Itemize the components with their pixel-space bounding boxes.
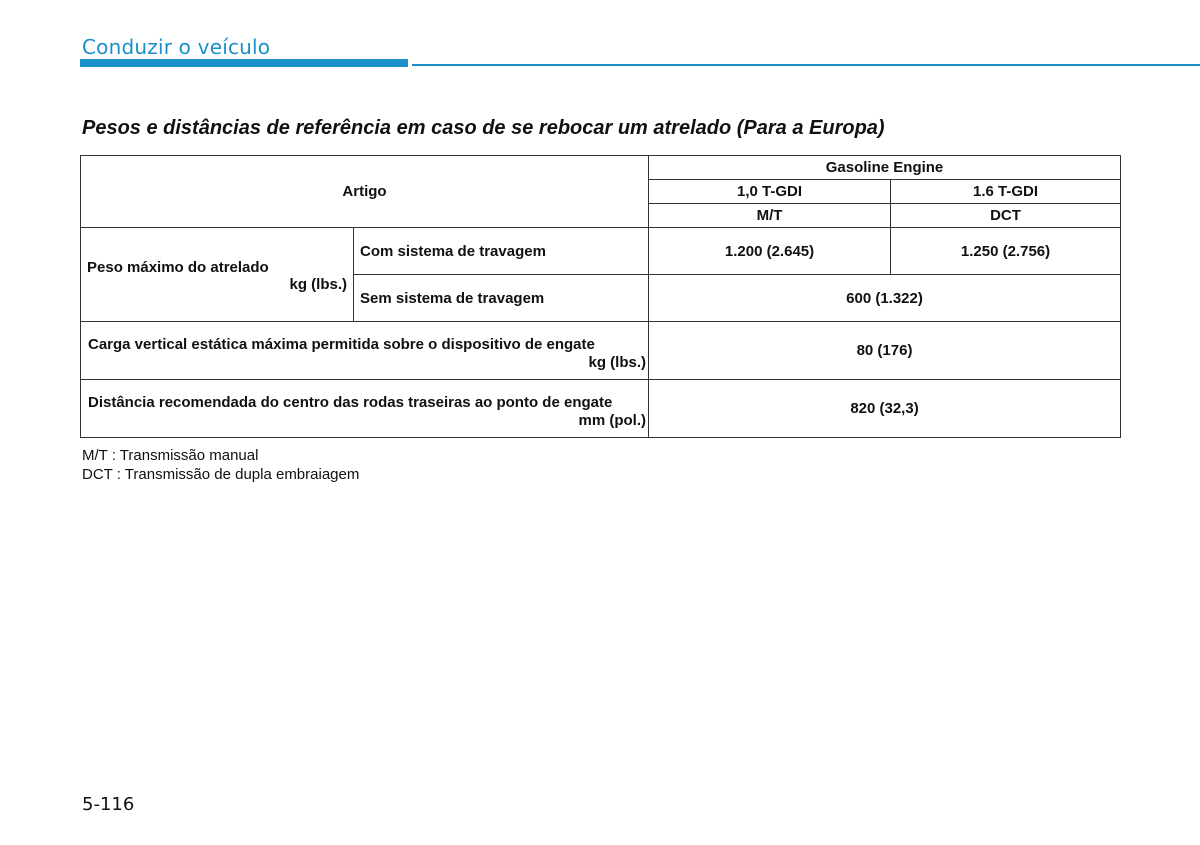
- footnote-dct: DCT : Transmissão de dupla embraiagem: [82, 466, 360, 483]
- vertical-load-cell: [81, 322, 649, 380]
- distance-label: Distância recomendada do centro das rodas traseiras ao ponto de engate: [88, 394, 613, 411]
- vertical-load-value: 80 (176): [649, 322, 1121, 380]
- unbraked-value: 600 (1.322): [649, 275, 1121, 322]
- transmission-1: M/T: [649, 204, 891, 228]
- distance-unit: mm (pol.): [578, 412, 647, 429]
- distance-value: 820 (32,3): [649, 380, 1121, 438]
- footnotes: [82, 446, 359, 484]
- braked-value-2: 1.250 (2.756): [891, 228, 1121, 275]
- header-rule-thin: [412, 64, 1200, 66]
- footnote-mt: M/T : Transmissão manual: [82, 447, 259, 464]
- trailer-weight-unit: kg (lbs.): [289, 276, 347, 293]
- page-number: 5-116: [82, 794, 135, 815]
- transmission-2: DCT: [891, 204, 1121, 228]
- trailer-weight-label: Peso máximo do atrelado: [87, 259, 269, 276]
- vertical-load-label: Carga vertical estática máxima permitida sobre o dispositivo de engate: [88, 336, 595, 353]
- engine-2: 1.6 T-GDI: [891, 180, 1121, 204]
- section-title: Conduzir o veículo: [82, 35, 271, 59]
- distance-cell: [81, 380, 649, 438]
- engine-1: 1,0 T-GDI: [649, 180, 891, 204]
- trailer-weight-cell: [81, 228, 354, 322]
- header-rule-thick: [80, 59, 408, 67]
- engine-header: Gasoline Engine: [649, 156, 1121, 180]
- unbraked-label: Sem sistema de travagem: [354, 275, 649, 322]
- towing-specs-table: [80, 155, 1121, 438]
- page-heading: Pesos e distâncias de referência em caso de se rebocar um atrelado (Para a Europa): [82, 117, 885, 139]
- item-header: Artigo: [81, 156, 649, 228]
- vertical-load-unit: kg (lbs.): [588, 354, 647, 371]
- braked-value-1: 1.200 (2.645): [649, 228, 891, 275]
- braked-label: Com sistema de travagem: [354, 228, 649, 275]
